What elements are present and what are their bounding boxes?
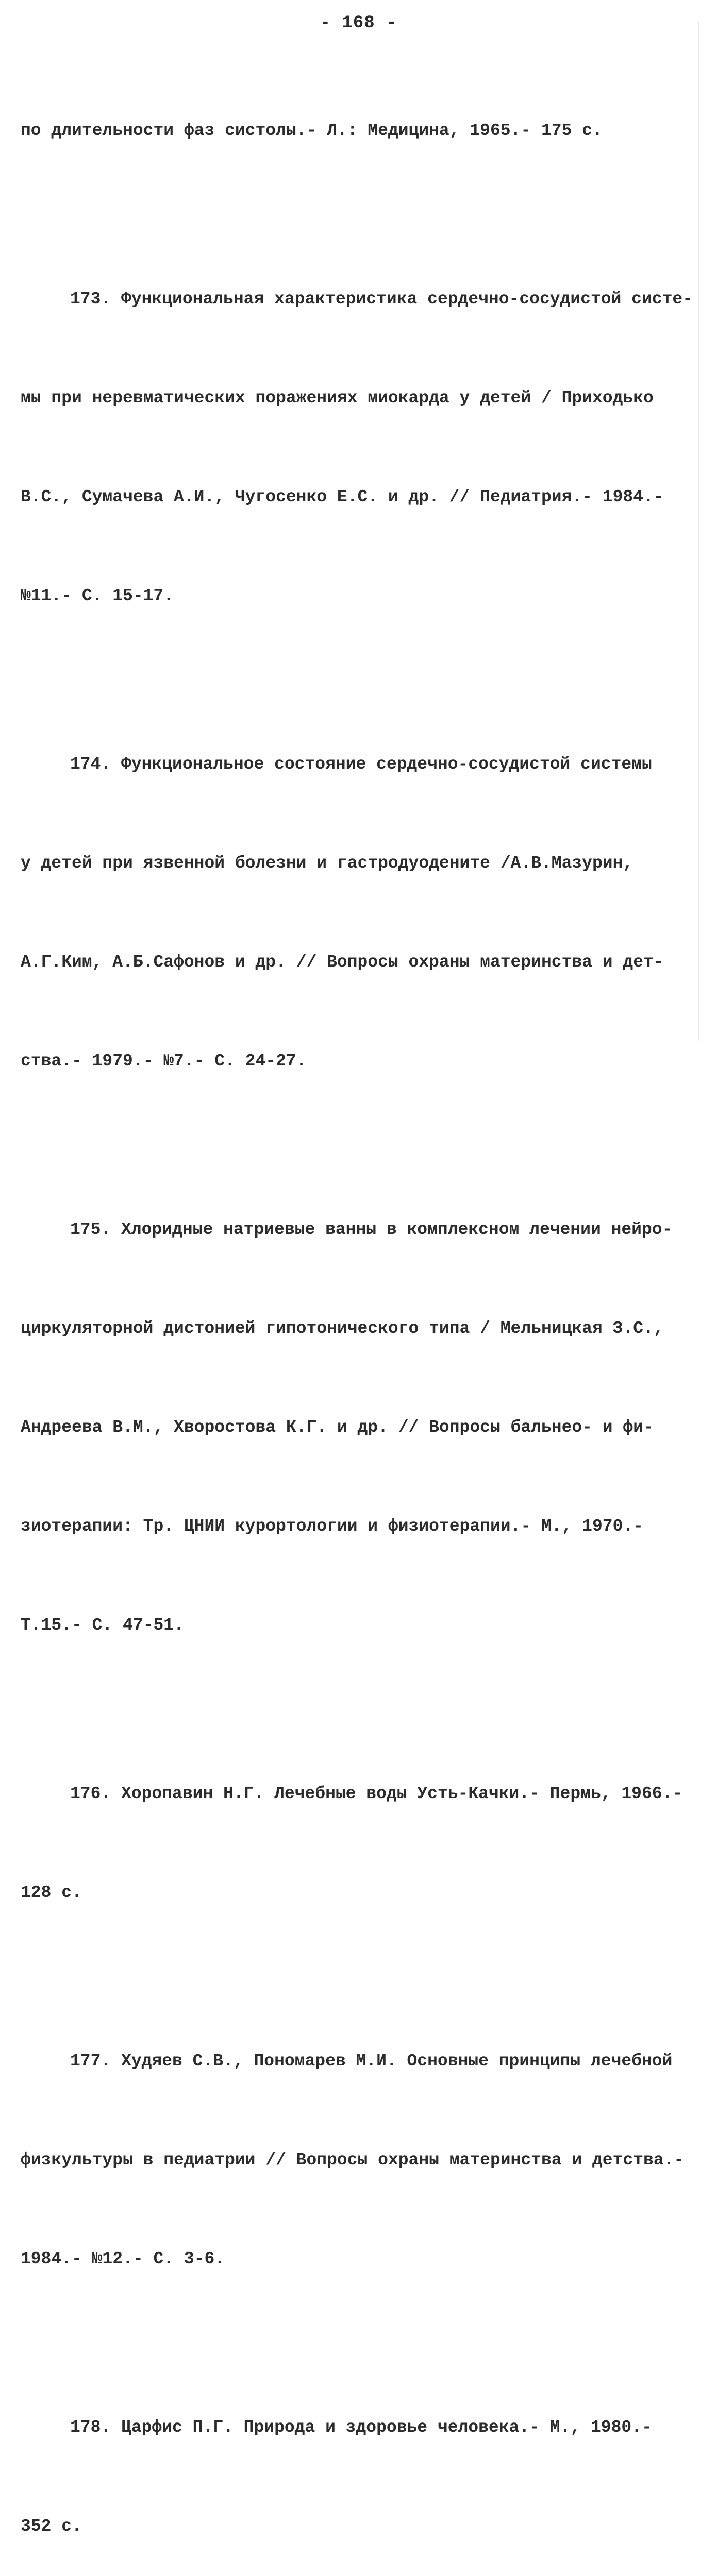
entry-line: Андреева В.М., Хворостова К.Г. и др. // Вопросы бальнео- и фи- bbox=[21, 1418, 654, 1437]
bibliography-entry-177 bbox=[21, 1979, 691, 2342]
bibliography-entry-176 bbox=[21, 1711, 691, 1975]
entry-line: мы при неревматических поражениях миокарда у детей / Приходько bbox=[21, 388, 654, 408]
bibliography-entry-178 bbox=[21, 2345, 691, 2576]
entry-line: А.Г.Ким, А.Б.Сафонов и др. // Вопросы охраны материнства и дет- bbox=[21, 953, 664, 972]
entry-line: 352 с. bbox=[21, 2517, 82, 2536]
page-edge-divider bbox=[698, 21, 699, 1041]
entry-line: 128 с. bbox=[21, 1883, 82, 1902]
entry-line: ства.- 1979.- №7.- С. 24-27. bbox=[21, 1052, 307, 1071]
bibliography-entry-174 bbox=[21, 682, 691, 1144]
entry-line: 175. Хлоридные натриевые ванны в комплексном лечении нейро- bbox=[70, 1220, 673, 1239]
entry-line: 177. Худяев С.В., Пономарев М.И. Основные принципы лечебной bbox=[70, 2052, 673, 2071]
entry-line: циркуляторной дистонией гипотонического типа / Мельницкая З.С., bbox=[21, 1319, 664, 1338]
entry-line: 176. Хоропавин Н.Г. Лечебные воды Усть-Качки.- Пермь, 1966.- bbox=[70, 1784, 683, 1803]
entry-line: по длительности фаз систолы.- Л.: Медицина, 1965.- 175 с. bbox=[21, 121, 603, 140]
entry-line: 173. Функциональная характеристика сердечно-сосудистой систе- bbox=[70, 290, 693, 309]
bibliography-list bbox=[21, 48, 691, 2576]
entry-line: 1984.- №12.- С. 3-6. bbox=[21, 2249, 225, 2268]
entry-line: №11.- С. 15-17. bbox=[21, 586, 174, 605]
entry-line: у детей при язвенной болезни и гастродуодените /А.В.Мазурин, bbox=[21, 854, 633, 873]
entry-line: Т.15.- С. 47-51. bbox=[21, 1616, 184, 1635]
bibliography-entry-175 bbox=[21, 1147, 691, 1708]
bibliography-entry-173 bbox=[21, 217, 691, 679]
continuation-entry bbox=[21, 48, 691, 213]
entry-line: физкультуры в педиатрии // Вопросы охраны материнства и детства.- bbox=[21, 2150, 685, 2170]
entry-line: зиотерапии: Тр. ЦНИИ курортологии и физиотерапии.- М., 1970.- bbox=[21, 1517, 643, 1536]
entry-line: В.С., Сумачева А.И., Чугосенко Е.С. и др. // Педиатрия.- 1984.- bbox=[21, 487, 664, 506]
entry-line: 178. Царфис П.Г. Природа и здоровье человека.- М., 1980.- bbox=[70, 2418, 652, 2437]
page-number: - 168 - bbox=[320, 13, 397, 33]
entry-line: 174. Функциональное состояние сердечно-сосудистой системы bbox=[70, 755, 652, 774]
